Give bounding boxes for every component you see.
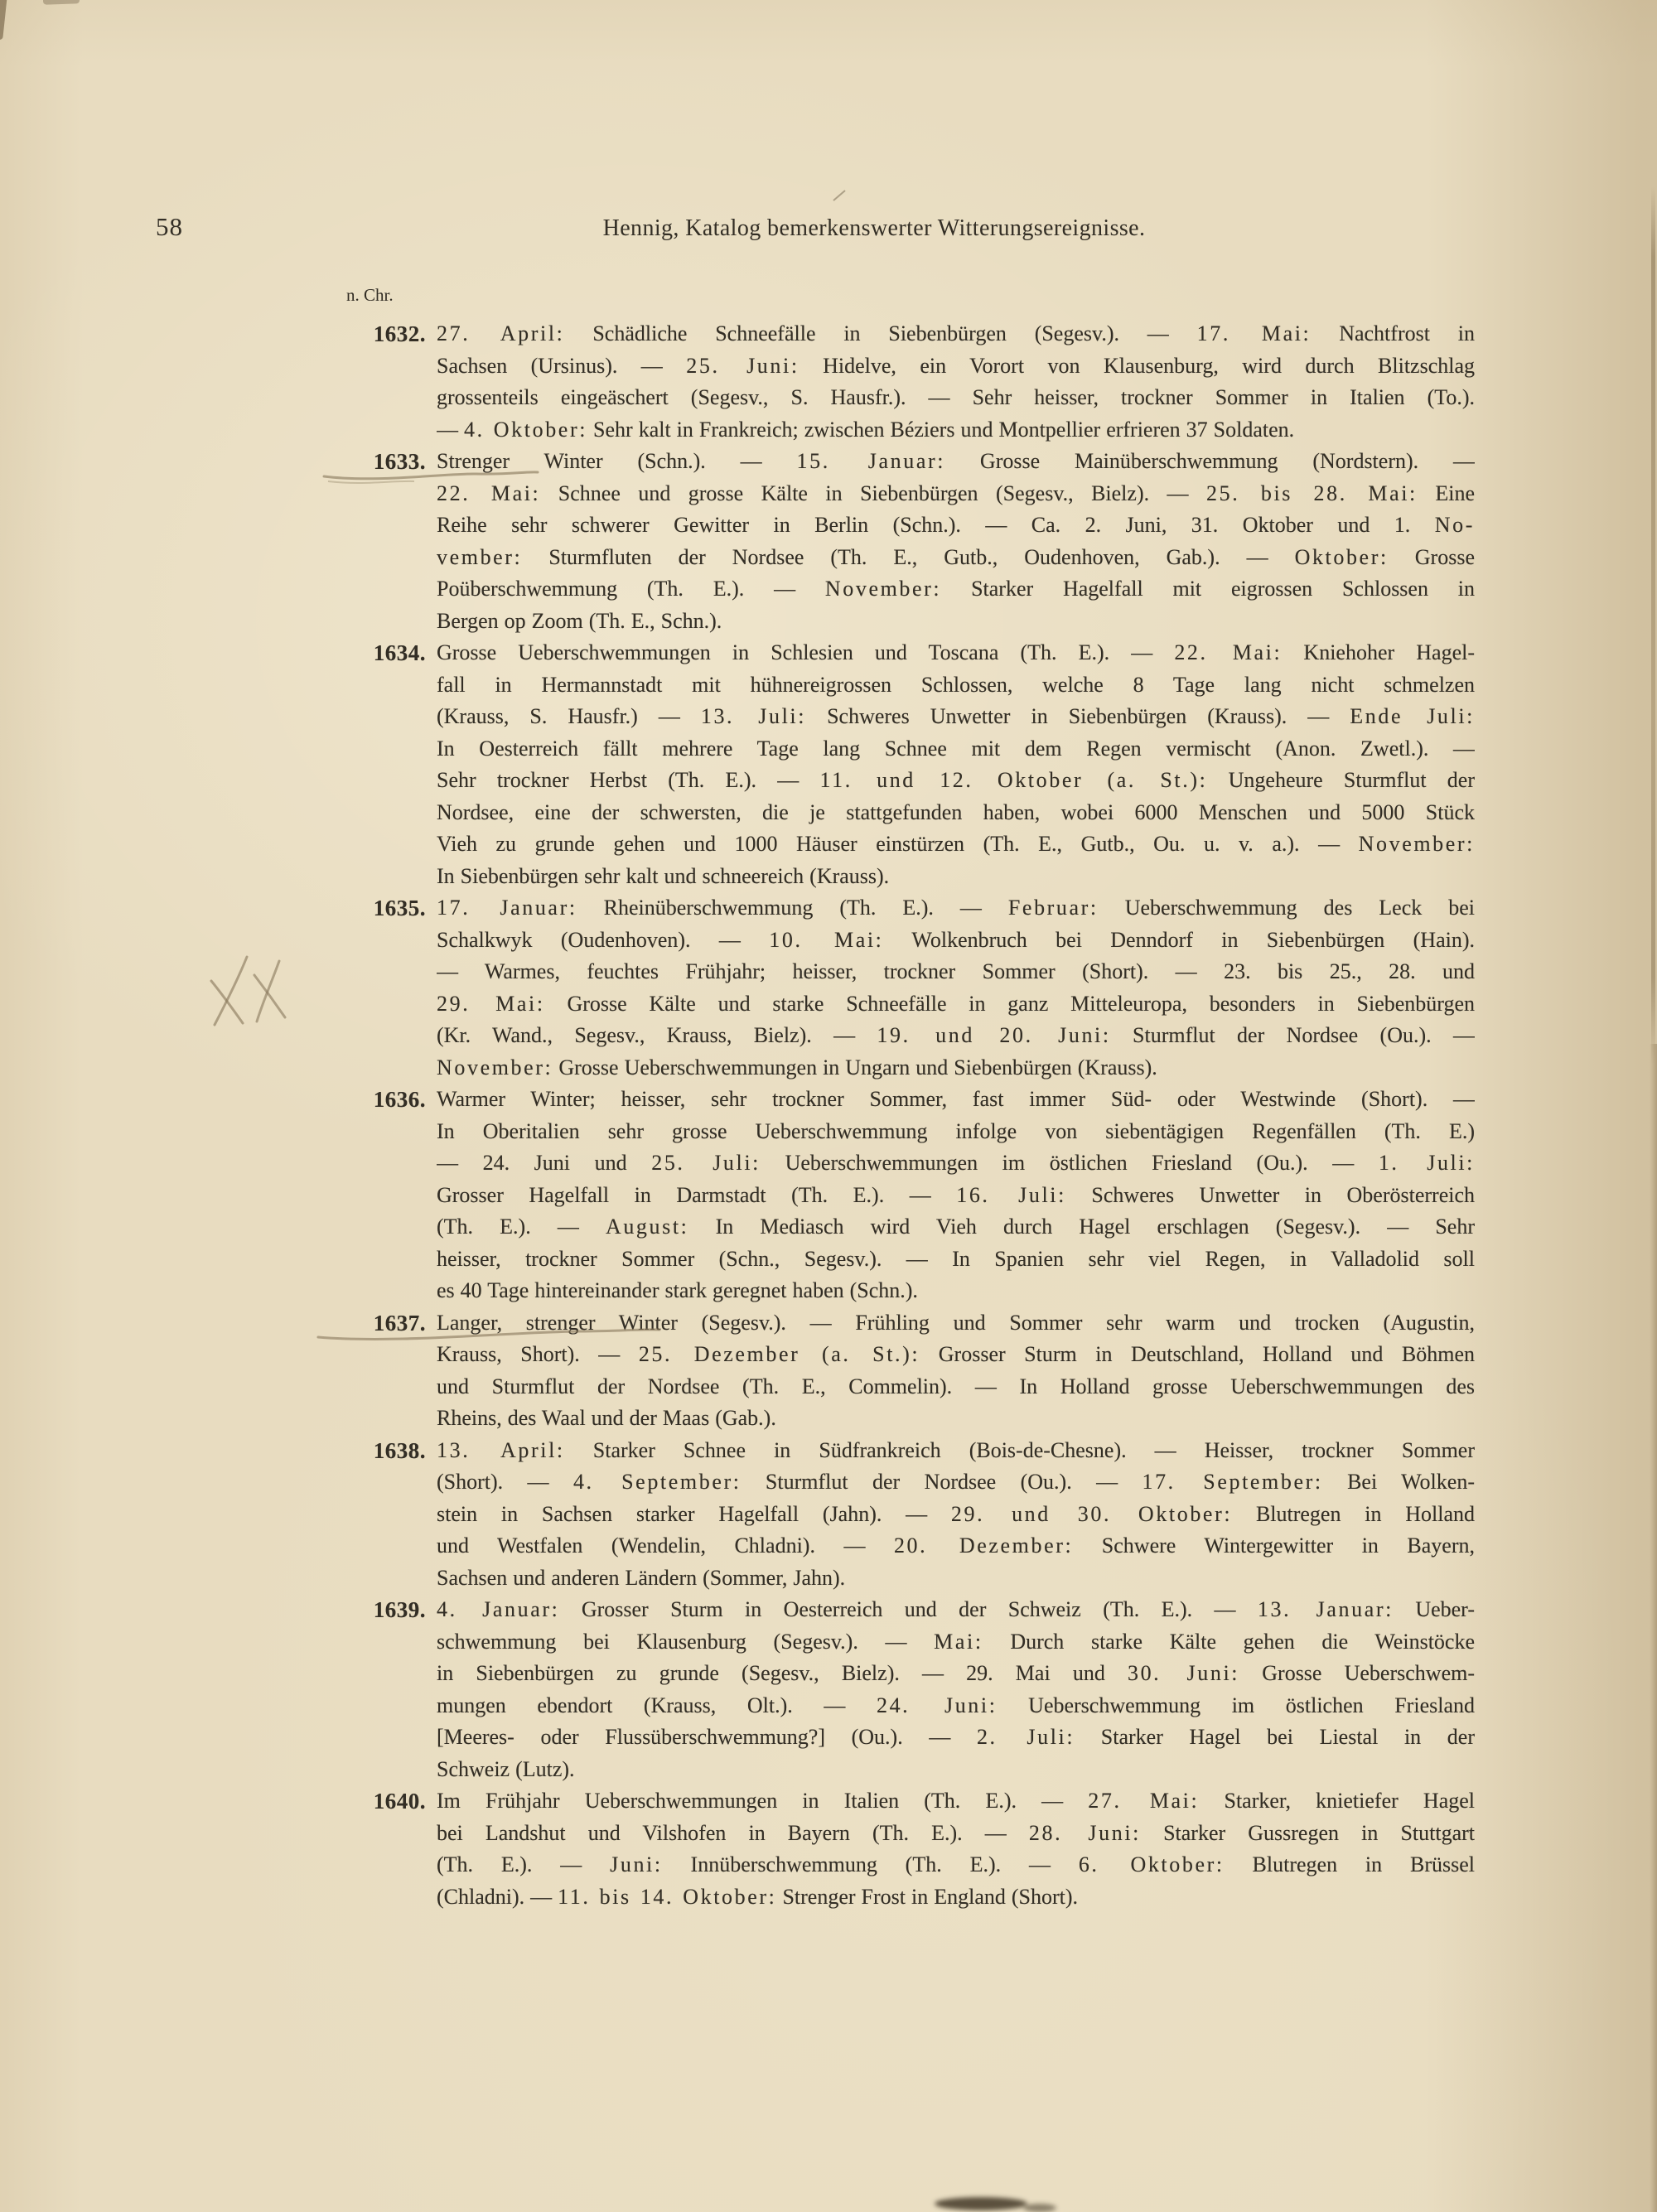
entry-line: 29. Mai: Grosse Kälte und starke Schneefälle in ganz Mitteleuropa, besonders in Siebenbürgen xyxy=(437,991,1475,1016)
entry-line: bei Landshut und Vilshofen in Bayern (Th. E.). — 28. Juni: Starker Gussregen in Stuttgart xyxy=(437,1820,1475,1845)
entry-text xyxy=(437,1785,1475,1913)
entry-line: und Sturmflut der Nordsee (Th. E., Commelin). — In Holland grosse Ueberschwemmungen des xyxy=(437,1374,1475,1398)
entry-year: 1640. xyxy=(373,1789,426,1814)
scan-top-mark xyxy=(43,0,80,5)
entry-line: Sachsen und anderen Ländern (Sommer, Jahn). xyxy=(437,1565,846,1590)
entry-line: Reihe sehr schwerer Gewitter in Berlin (Schn.). — Ca. 2. Juni, 31. Oktober und 1. No- xyxy=(437,513,1475,537)
entry-line: es 40 Tage hintereinander stark geregnet haben (Schn.). xyxy=(437,1278,918,1302)
entry-year: 1633. xyxy=(373,449,426,474)
entry-line: Grosser Hagelfall in Darmstadt (Th. E.). — 16. Juli: Schweres Unwetter in Oberösterreich xyxy=(437,1182,1475,1207)
entry-year: 1636. xyxy=(373,1087,426,1112)
entry-line: heisser, trockner Sommer (Schn., Segesv.). — In Spanien sehr viel Regen, in Valladolid soll xyxy=(437,1246,1475,1271)
entry-line: (Chladni). — 11. bis 14. Oktober: Strenger Frost in England (Short). xyxy=(437,1884,1079,1909)
entry-line: 17. Januar: Rheinüberschwemmung (Th. E.). — Februar: Ueberschwemmung des Leck bei xyxy=(437,896,1475,920)
entry-year: 1638. xyxy=(373,1437,426,1463)
entry-row xyxy=(0,637,1657,892)
page-number: 58 xyxy=(156,212,183,241)
entry-line: 27. April: Schädliche Schneefälle in Siebenbürgen (Segesv.). — 17. Mai: Nachtfrost in xyxy=(437,321,1475,345)
entry-year: 1632. xyxy=(373,321,426,346)
entry-line: vember: Sturmfluten der Nordsee (Th. E., Gutb., Oudenhoven, Gab.). — Oktober: Grosse xyxy=(437,544,1475,569)
entry-line: Langer, strenger Winter (Segesv.). — Frühling und Sommer sehr warm und trocken (Augustin, xyxy=(437,1310,1475,1335)
entry-line: Vieh zu grunde gehen und 1000 Häuser einstürzen (Th. E., Gutb., Ou. u. v. a.). — November: xyxy=(437,832,1475,856)
entry-row xyxy=(0,1435,1657,1595)
entry-line: 13. April: Starker Schnee in Südfrankreich (Bois-de-Chesne). — Heisser, trockner Sommer xyxy=(437,1437,1475,1462)
entry-row xyxy=(0,318,1657,446)
scan-corner-mark xyxy=(0,0,7,40)
entry-line: Nordsee, eine der schwersten, die je stattgefunden haben, wobei 6000 Menschen und 5000 Stück xyxy=(437,799,1475,824)
entry-line: Schweiz (Lutz). xyxy=(437,1756,575,1781)
entry-line: — Warmes, feuchtes Frühjahr; heisser, trockner Sommer (Short). — 23. bis 25., 28. und xyxy=(437,959,1475,983)
entry-line: — 24. Juni und 25. Juli: Ueberschwemmungen im östlichen Friesland (Ou.). — 1. Juli: xyxy=(437,1151,1475,1175)
bottom-ink-smudge-small xyxy=(1023,2204,1056,2212)
entry-line: Strenger Winter (Schn.). — 15. Januar: Grosse Mainüberschwemmung (Nordstern). — xyxy=(437,449,1475,473)
entry-text xyxy=(437,1594,1475,1785)
entry-line: Sachsen (Ursinus). — 25. Juni: Hidelve, ein Vorort von Klausenburg, wird durch Blitzschlag xyxy=(437,353,1475,378)
entry-line: mungen ebendort (Krauss, Olt.). — 24. Juni: Ueberschwemmung im östlichen Friesland xyxy=(437,1693,1475,1717)
entry-line: Im Frühjahr Ueberschwemmungen in Italien (Th. E.). — 27. Mai: Starker, knietiefer Hagel xyxy=(437,1789,1475,1813)
entry-line: Poüberschwemmung (Th. E.). — November: Starker Hagelfall mit eigrossen Schlossen in xyxy=(437,577,1475,601)
entry-line: schwemmung bei Klausenburg (Segesv.). — Mai: Durch starke Kälte gehen die Weinstöcke xyxy=(437,1629,1475,1654)
entry-line: (Th. E.). — Juni: Innüberschwemmung (Th. E.). — 6. Oktober: Blutregen in Brüssel xyxy=(437,1852,1475,1876)
entry-year: 1634. xyxy=(373,640,426,665)
entry-line: Rheins, des Waal und der Maas (Gab.). xyxy=(437,1406,776,1430)
entry-text xyxy=(437,1084,1475,1307)
entry-line: (Short). — 4. September: Sturmflut der Nordsee (Ou.). — 17. September: Bei Wolken- xyxy=(437,1470,1475,1494)
entry-year: 1635. xyxy=(373,896,426,920)
entry-line: [Meeres- oder Flussüberschwemmung?] (Ou.). — 2. Juli: Starker Hagel bei Liestal in der xyxy=(437,1725,1475,1749)
margin-label-n-chr: n. Chr. xyxy=(346,285,394,305)
entry-line: In Oberitalien sehr grosse Ueberschwemmung infolge von siebentägigen Regenfällen (Th. E.) xyxy=(437,1118,1475,1143)
entry-line: Krauss, Short). — 25. Dezember (a. St.): Grosser Sturm in Deutschland, Holland und Böhmen xyxy=(437,1342,1475,1366)
entry-row xyxy=(0,1084,1657,1307)
entry-line: Schalkwyk (Oudenhoven). — 10. Mai: Wolkenbruch bei Denndorf in Siebenbürgen (Hain). xyxy=(437,927,1475,952)
entry-line: — 4. Oktober: Sehr kalt in Frankreich; zwischen Béziers und Montpellier erfrieren 37 Soldaten. xyxy=(437,417,1295,442)
entry-line: grossenteils eingeäschert (Segesv., S. Hausfr.). — Sehr heisser, trockner Sommer in Italien (To.). xyxy=(437,385,1475,409)
entry-row xyxy=(0,892,1657,1084)
entry-line: In Oesterreich fällt mehrere Tage lang Schnee mit dem Regen vermischt (Anon. Zwetl.). — xyxy=(437,736,1475,761)
entry-text xyxy=(437,1435,1475,1595)
entry-line: Grosse Ueberschwemmungen in Schlesien und Toscana (Th. E.). — 22. Mai: Kniehoher Hagel- xyxy=(437,640,1475,664)
scan-edge-streak xyxy=(1651,186,1655,1065)
entry-line: 22. Mai: Schnee und grosse Kälte in Siebenbürgen (Segesv., Bielz). — 25. bis 28. Mai: Eine xyxy=(437,481,1475,505)
entry-line: 4. Januar: Grosser Sturm in Oesterreich und der Schweiz (Th. E.). — 13. Januar: Ueber- xyxy=(437,1597,1475,1621)
entry-row xyxy=(0,1785,1657,1913)
entry-year: 1637. xyxy=(373,1310,426,1335)
entry-text xyxy=(437,892,1475,1084)
entry-row xyxy=(0,1307,1657,1435)
entry-row xyxy=(0,446,1657,637)
entry-line: stein in Sachsen starker Hagelfall (Jahn). — 29. und 30. Oktober: Blutregen in Holland xyxy=(437,1501,1475,1526)
entry-year: 1639. xyxy=(373,1597,426,1622)
entry-text xyxy=(437,1307,1475,1435)
entry-line: Warmer Winter; heisser, sehr trockner Sommer, fast immer Süd- oder Westwinde (Short). — xyxy=(437,1087,1475,1111)
entry-line: (Kr. Wand., Segesv., Krauss, Bielz). — 19. und 20. Juni: Sturmflut der Nordsee (Ou.). — xyxy=(437,1023,1475,1047)
entry-line: Bergen op Zoom (Th. E., Schn.). xyxy=(437,608,722,633)
entry-line: in Siebenbürgen zu grunde (Segesv., Bielz). — 29. Mai und 30. Juni: Grosse Ueberschwem- xyxy=(437,1661,1475,1685)
entry-text xyxy=(437,637,1475,892)
entry-line: Sehr trockner Herbst (Th. E.). — 11. und 12. Oktober (a. St.): Ungeheure Sturmflut der xyxy=(437,768,1475,792)
running-title: Hennig, Katalog bemerkenswerter Witterungsereignisse. xyxy=(602,215,1146,241)
stray-mark xyxy=(833,191,845,200)
entry-line: (Th. E.). — August: In Mediasch wird Vieh durch Hagel erschlagen (Segesv.). — Sehr xyxy=(437,1215,1475,1239)
entry-line: fall in Hermannstadt mit hühnereigrossen Schlossen, welche 8 Tage lang nicht schmelzen xyxy=(437,672,1475,697)
entry-line: (Krauss, S. Hausfr.) — 13. Juli: Schweres Unwetter in Siebenbürgen (Krauss). — Ende Juli: xyxy=(437,704,1475,728)
entries xyxy=(0,318,1657,1913)
entry-line: und Westfalen (Wendelin, Chladni). — 20. Dezember: Schwere Wintergewitter in Bayern, xyxy=(437,1533,1475,1558)
bottom-ink-smudge xyxy=(935,2197,1027,2210)
entry-row xyxy=(0,1594,1657,1785)
entry-line: In Siebenbürgen sehr kalt und schneereich (Krauss). xyxy=(437,863,890,888)
scan-edge-shadow xyxy=(1650,1044,1657,2212)
entry-text xyxy=(437,446,1475,637)
entry-line: November: Grosse Ueberschwemmungen in Ungarn und Siebenbürgen (Krauss). xyxy=(437,1055,1157,1079)
entry-text xyxy=(437,318,1475,446)
